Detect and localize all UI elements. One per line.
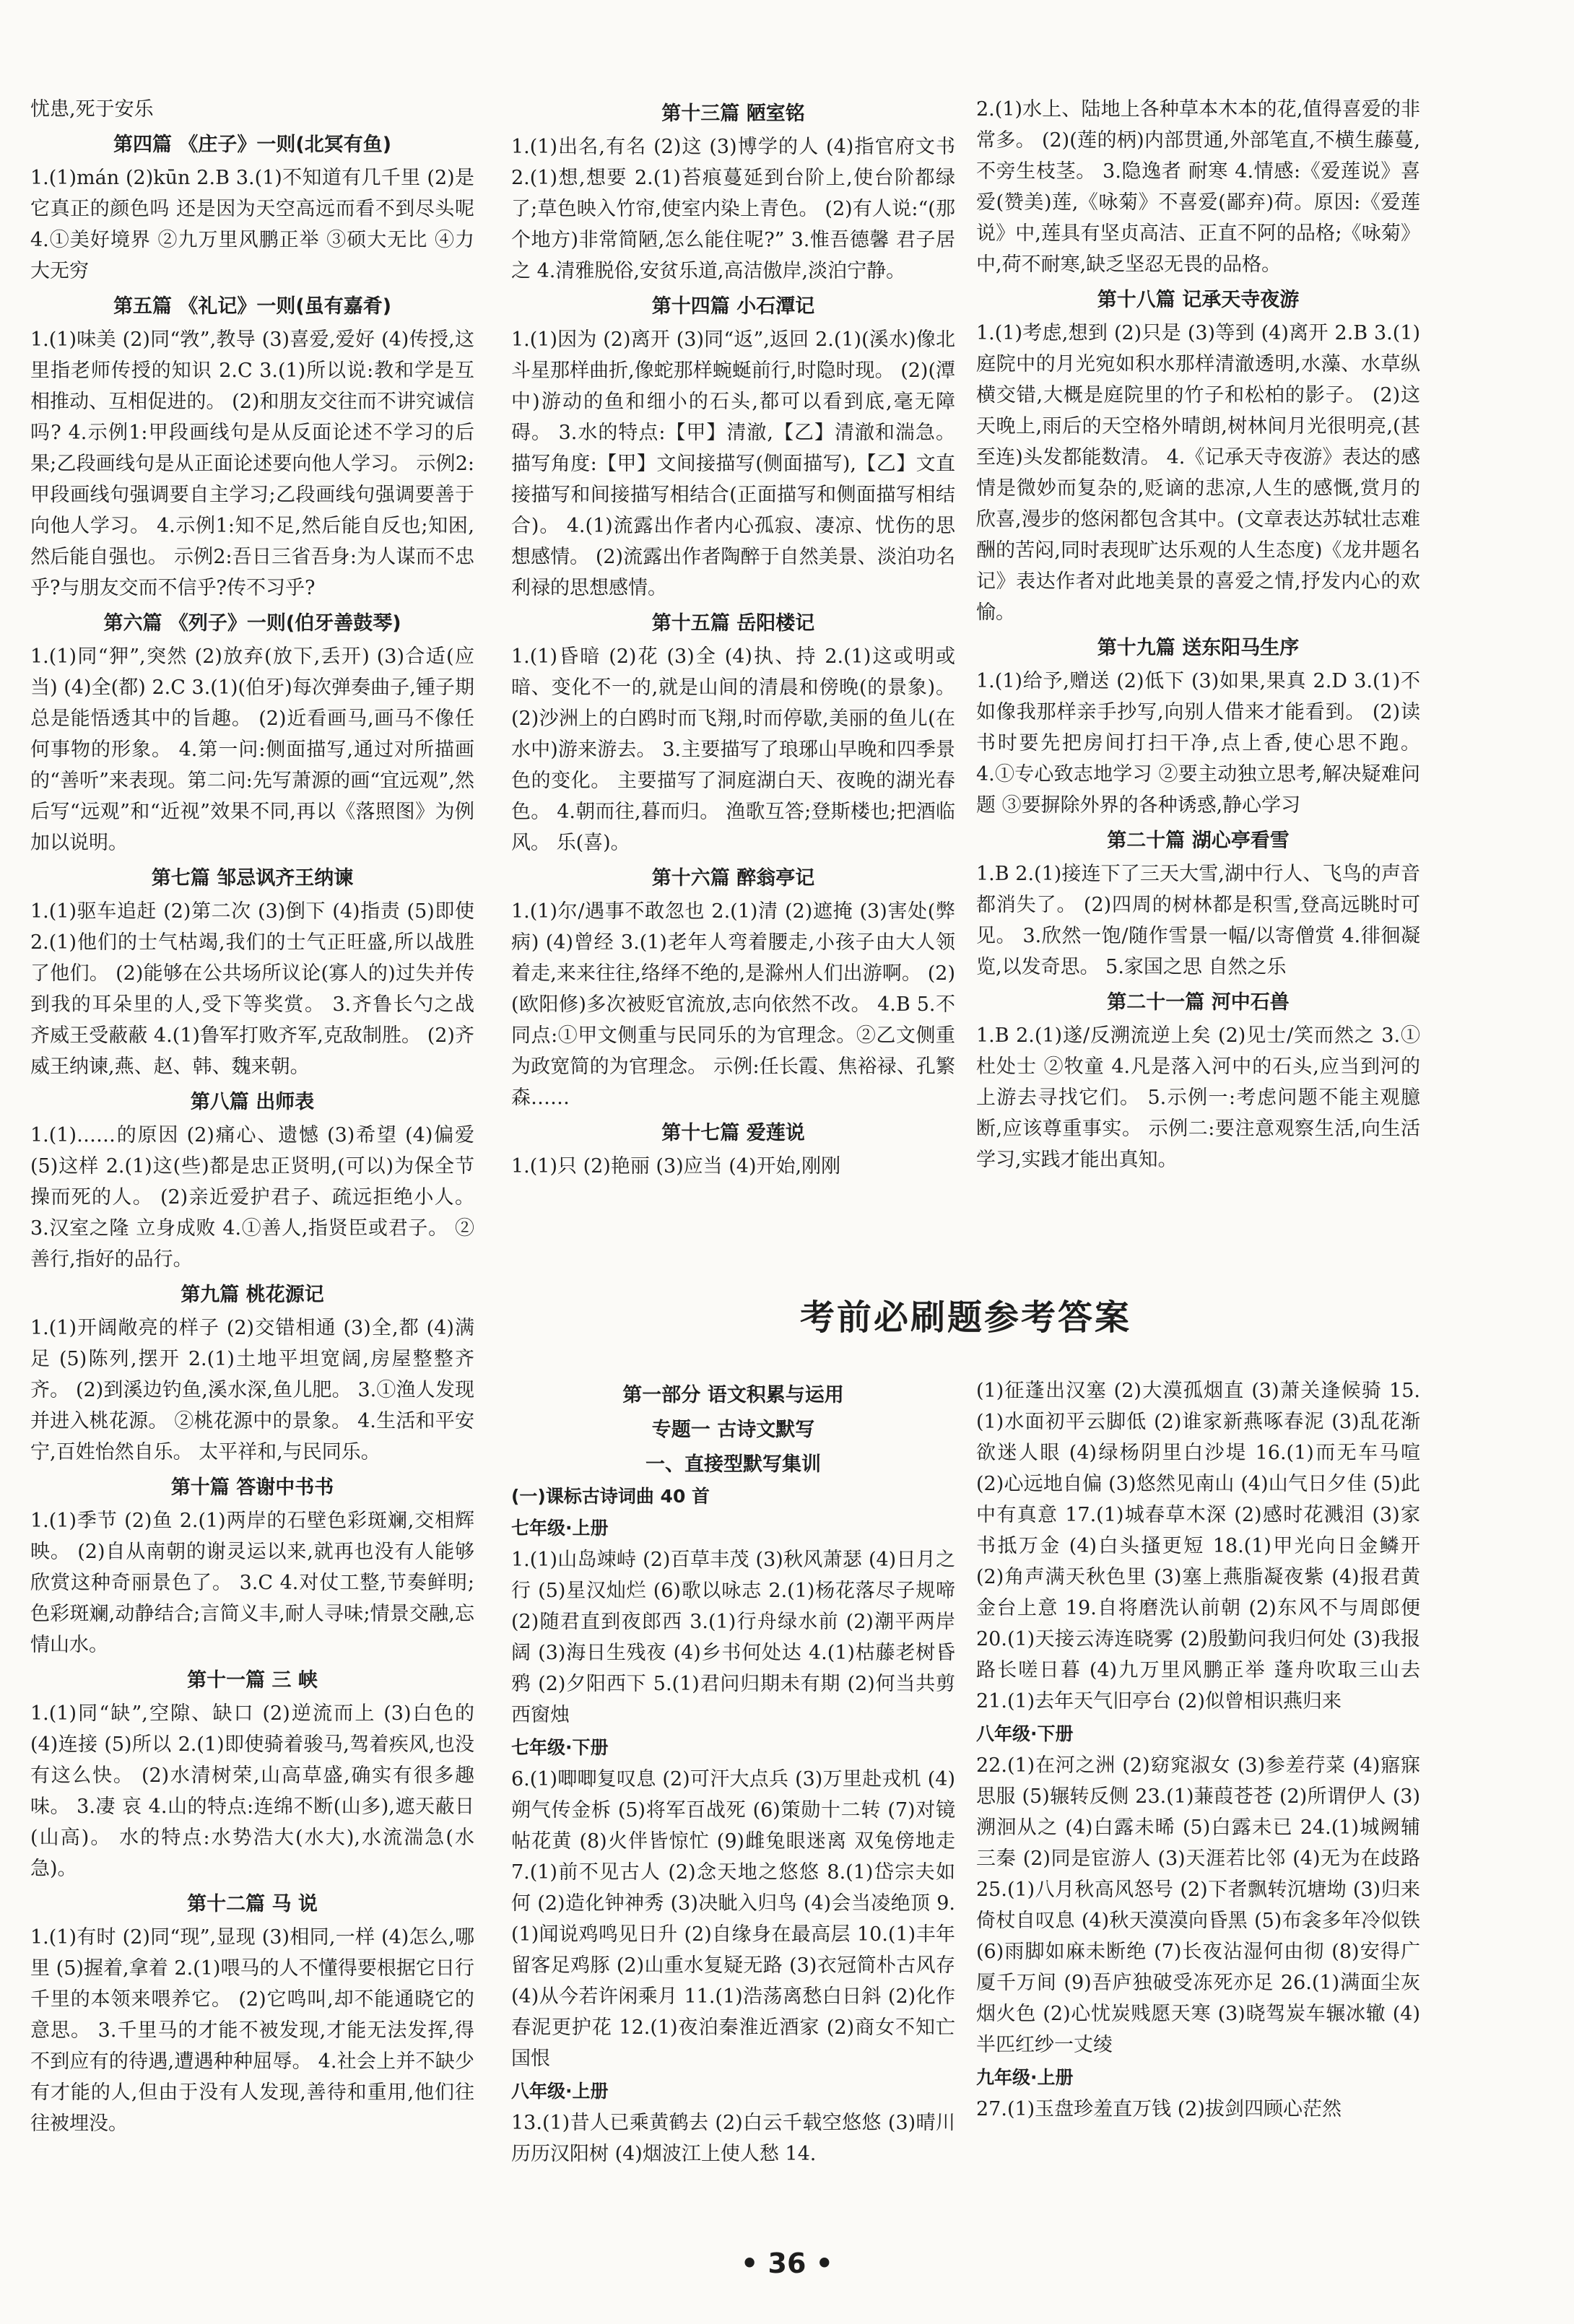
answer-paragraph: 1.B 2.(1)遂/反溯流逆上矣 (2)见士/笑而然之 3.①杜处士 ②牧童 4.凡是落入河中的石头,应当到河的上游去寻找它们。 5.示例一:考虑问题不能主观臆断,应该尊重事实。 示例二:要注意观察生活,向生活学习,实践才能出真知。 <box>976 1024 1420 1171</box>
answer-paragraph: 2.(1)水上、陆地上各种草本木本的花,值得喜爱的非常多。 (2)(莲的柄)内部贯通,外部笔直,不横生藤蔓,不旁生枝茎。 3.隐逸者 耐寒 4.情感:《爱莲说》喜爱(赞美)莲,《咏菊》不喜爱(鄙弃)荷。原因:《爱莲说》中,莲具有坚贞高洁、正直不阿的品格;《咏菊》中,荷不耐寒,缺乏坚忍无畏的品格。 <box>976 98 1420 276</box>
subsection-heading: 九年级·上册 <box>976 2067 1074 2088</box>
section-heading: 第十四篇 小石潭记 <box>651 295 815 318</box>
section-heading: 第六篇 《列子》一则(伯牙善鼓琴) <box>103 612 401 635</box>
section-heading: 第八篇 出师表 <box>190 1091 315 1113</box>
answer-paragraph: 13.(1)昔人已乘黄鹤去 (2)白云千载空悠悠 (3)晴川历历汉阳树 (4)烟波江上使人愁 14. <box>511 2112 955 2165</box>
section-heading: 第四篇 《庄子》一则(北冥有鱼) <box>113 134 392 156</box>
answer-paragraph: 6.(1)唧唧复叹息 (2)可汗大点兵 (3)万里赴戎机 (4)朔气传金柝 (5)将军百战死 (6)策勋十二转 (7)对镜帖花黄 (8)火伴皆惊忙 (9)雌兔眼迷离 双兔傍地走 7.(1)前不见古人 (2)念天地之悠悠 8.(1)岱宗夫如何 (2)造化钟神秀 (3)决眦入归鸟 (4)会当凌绝顶 9.(1)闻说鸡鸣见日升 (2)自缘身在最高层 10.(1)丰年留客足鸡豚 (2)山重水复疑无路 (3)衣冠简朴古风存 (4)从今若许闲乘月 11.(1)浩荡离愁白日斜 (2)化作春泥更护花 12.(1)夜泊秦淮近酒家 (2)商女不知亡国恨 <box>511 1768 955 2070</box>
section-heading: 第一部分 语文积累与运用 <box>622 1384 844 1406</box>
answer-column-5 <box>976 1375 1420 2220</box>
section-heading: 第二十篇 湖心亭看雪 <box>1107 830 1290 852</box>
answer-paragraph: 1.(1)……的原因 (2)痛心、遗憾 (3)希望 (4)偏爱 (5)这样 2.(1)这(些)都是忠正贤明,(可以)为保全节操而死的人。 (2)亲近爱护君子、疏远拒绝小人。 3.汉室之隆 立身成败 4.①善人,指贤臣或君子。 ②善行,指好的品行。 <box>30 1124 474 1271</box>
section-heading: 第十一篇 三 峡 <box>187 1669 318 1692</box>
answer-paragraph: 1.(1)有时 (2)同“现”,显现 (3)相同,一样 (4)怎么,哪里 (5)握着,拿着 2.(1)喂马的人不懂得要根据它日行千里的本领来喂养它。 (2)它鸣叫,却不能通晓它的意思。 3.千里马的才能不被发现,才能无法发挥,得不到应有的待遇,遭遇种种屈辱。 4.社会上并不缺少有才能的人,但由于没有人发现,善待和重用,他们往往被埋没。 <box>30 1926 474 2135</box>
answer-paragraph: 1.(1)季节 (2)鱼 2.(1)两岸的石壁色彩斑斓,交相辉映。 (2)自从南朝的谢灵运以来,就再也没有人能够欣赏这种奇丽景色了。 3.C 4.对仗工整,节奏鲜明;色彩斑斓,动静结合;言简义丰,耐人寻味;情景交融,忘情山水。 <box>30 1510 474 1656</box>
answer-paragraph: 1.(1)开阔敞亮的样子 (2)交错相通 (3)全,都 (4)满足 (5)陈列,摆开 2.(1)土地平坦宽阔,房屋整整齐齐。 (2)到溪边钓鱼,溪水深,鱼儿肥。 3.①渔人发现并进入桃花源。 ②桃花源中的景象。 4.生活和平安宁,百姓怡然自乐。 太平祥和,与民同乐。 <box>30 1317 474 1463</box>
section-heading: 第十五篇 岳阳楼记 <box>651 612 815 635</box>
section-heading: 第十七篇 爱莲说 <box>661 1122 805 1144</box>
section-heading: 第十三篇 陋室铭 <box>661 103 805 125</box>
subsection-heading: 七年级·下册 <box>511 1737 609 1758</box>
section-heading: 专题一 古诗文默写 <box>651 1419 815 1441</box>
answer-paragraph: 1.(1)同“狎”,突然 (2)放弃(放下,丢开) (3)合适(应当) (4)全(都) 2.C 3.(1)(伯牙)每次弹奏曲子,锺子期总是能悟透其中的旨趣。 (2)近看画马,画马不像任何事物的形象。 4.第一问:侧面描写,通过对所描画的“善听”来表现。第二问:先写萧源的画“宜远观”,然后写“远观”和“近视”效果不同,再以《落照图》为例加以说明。 <box>30 645 474 854</box>
answer-paragraph: 1.(1)山岛竦峙 (2)百草丰茂 (3)秋风萧瑟 (4)日月之行 (5)星汉灿烂 (6)歌以咏志 2.(1)杨花落尽子规啼 (2)随君直到夜郎西 3.(1)行舟绿水前 (2)潮平两岸阔 (3)海日生残夜 (4)乡书何处达 4.(1)枯藤老树昏鸦 (2)夕阳西下 5.(1)君问归期未有期 (2)何当共剪西窗烛 <box>511 1549 955 1726</box>
answer-paragraph: 1.(1)驱车追赶 (2)第二次 (3)倒下 (4)指责 (5)即使 2.(1)他们的士气枯竭,我们的士气正旺盛,所以战胜了他们。 (2)能够在公共场所议论(寡人的)过失并传到我的耳朵里的人,受下等奖赏。 3.齐鲁长勺之战 齐威王受蔽蔽 4.(1)鲁军打败齐军,克敌制胜。 (2)齐威王纳谏,燕、赵、韩、魏来朝。 <box>30 900 474 1078</box>
answer-paragraph: 忧患,死于安乐 <box>30 98 154 121</box>
section-heading: 第五篇 《礼记》一则(虽有嘉肴) <box>113 295 392 318</box>
answer-paragraph: 1.(1)因为 (2)离开 (3)同“返”,返回 2.(1)(溪水)像北斗星那样曲折,像蛇那样蜿蜒前行,时隐时现。 (2)(潭中)游动的鱼和细小的石头,都可以看到底,毫无障碍。 3.水的特点:【甲】清澈,【乙】清澈和湍急。 描写角度:【甲】文间接描写(侧面描写),【乙】文直接描写和间接描写相结合(正面描写和侧面描写相结合)。 4.(1)流露出作者内心孤寂、凄凉、忧伤的思想感情。 (2)流露出作者陶醉于自然美景、淡泊功名利禄的思想感情。 <box>511 328 955 599</box>
section-title: 考前必刷题参考答案 <box>799 1297 1131 1338</box>
answer-paragraph: (1)征蓬出汉塞 (2)大漠孤烟直 (3)萧关逢候骑 15.(1)水面初平云脚低 (2)谁家新燕啄春泥 (3)乱花渐欲迷人眼 (4)绿杨阴里白沙堤 16.(1)而无车马喧 (2)心远地自偏 (3)悠然见南山 (4)山气日夕佳 (5)此中有真意 17.(1)城春草木深 (2)感时花溅泪 (3)家书抵万金 (4)白头搔更短 18.(1)甲光向日金鳞开 (2)角声满天秋色里 (3)塞上燕脂凝夜紫 (4)报君黄金台上意 19.自将磨洗认前朝 (2)东风不与周郎便 20.(1)天接云涛连晓雾 (2)殷勤问我归何处 (3)我报路长嗟日暮 (4)九万里风鹏正举 蓬舟吹取三山去 21.(1)去年天气旧亭台 (2)似曾相识燕归来 <box>976 1380 1420 1712</box>
page-number: • 36 • <box>741 2247 833 2279</box>
answer-paragraph: 1.(1)出名,有名 (2)这 (3)博学的人 (4)指官府文书 2.(1)想,想要 2.(1)苔痕蔓延到台阶上,使台阶都绿了;草色映入竹帘,使室内染上青色。 (2)有人说:“(那个地方)非常简陋,怎么能住呢?” 3.惟吾德馨 君子居之 4.清雅脱俗,安贫乐道,高洁傲岸,淡泊宁静。 <box>511 136 955 282</box>
answer-paragraph: 1.(1)同“缺”,空隙、缺口 (2)逆流而上 (3)白色的 (4)连接 (5)所以 2.(1)即使骑着骏马,驾着疾风,也没有这么快。 (2)水清树荣,山高草盛,确实有很多趣味。 3.凄 哀 4.山的特点:连绵不断(山多),遮天蔽日(山高)。 水的特点:水势浩大(水大),水流湍急(水急)。 <box>30 1702 474 1880</box>
answer-paragraph: 1.(1)昏暗 (2)花 (3)全 (4)执、持 2.(1)这或明或暗、变化不一的,就是山间的清晨和傍晚(的景象)。 (2)沙洲上的白鸥时而飞翔,时而停歇,美丽的鱼儿(在水中)游来游去。 3.主要描写了琅琊山早晚和四季景色的变化。 主要描写了洞庭湖白天、夜晚的湖光春色。 4.朝而往,暮而归。 渔歌互答;登斯楼也;把酒临风。 乐(喜)。 <box>511 645 955 854</box>
section-heading: 第十篇 答谢中书书 <box>170 1476 334 1499</box>
section-heading: 第七篇 邹忌讽齐王纳谏 <box>151 867 354 889</box>
answer-paragraph: 1.(1)给予,赠送 (2)低下 (3)如果,果真 2.D 3.(1)不如像我那样亲手抄写,向别人借来才能看到。 (2)读书时要先把房间打扫干净,点上香,使心思不跑。 4.①专心致志地学习 ②要主动独立思考,解决疑难问题 ③要摒除外界的各种诱惑,静心学习 <box>976 670 1420 817</box>
subsection-heading: 八年级·上册 <box>511 2081 609 2102</box>
answer-column-4 <box>511 1375 955 2220</box>
answer-paragraph: 27.(1)玉盘珍羞直万钱 (2)拔剑四顾心茫然 <box>976 2098 1342 2120</box>
answer-paragraph: 1.(1)mán (2)kūn 2.B 3.(1)不知道有几千里 (2)是它真正的颜色吗 还是因为天空高远而看不到尽头呢 4.①美好境界 ②九万里风鹏正举 ③硕大无比 ④力大无穷 <box>30 167 474 282</box>
answer-paragraph: 1.(1)考虑,想到 (2)只是 (3)等到 (4)离开 2.B 3.(1)庭院中的月光宛如积水那样清澈透明,水藻、水草纵横交错,大概是庭院里的竹子和松柏的影子。 (2)这天晚上,雨后的天空格外晴朗,树林间月光很明亮,(甚至连)头发都能数清。 4.《记承天寺夜游》表达的感情是微妙而复杂的,贬谪的悲凉,人生的感慨,赏月的欣喜,漫步的悠闲都包含其中。(文章表达苏轼壮志难酬的苦闷,同时表现旷达乐观的人生态度)《龙井题名记》表达作者对此地美景的喜爱之情,抒发内心的欢愉。 <box>976 322 1420 624</box>
section-heading: 第十八篇 记承天寺夜游 <box>1097 289 1300 311</box>
subsection-heading: (一)课标古诗词曲 40 首 <box>511 1486 710 1507</box>
section-heading: 第十九篇 送东阳马生序 <box>1097 637 1300 659</box>
section-heading: 一、直接型默写集训 <box>645 1453 821 1476</box>
answer-paragraph: 1.(1)只 (2)艳丽 (3)应当 (4)开始,刚刚 <box>511 1155 841 1178</box>
section-heading: 第十六篇 醉翁亭记 <box>651 867 815 889</box>
section-heading: 第十二篇 马 说 <box>187 1893 318 1915</box>
answer-paragraph: 22.(1)在河之洲 (2)窈窕淑女 (3)参差荇菜 (4)寤寐思服 (5)辗转反侧 23.(1)蒹葭苍苍 (2)所谓伊人 (3)溯洄从之 (4)白露未晞 (5)白露未已 24.(1)城阙辅三秦 (2)同是宦游人 (3)天涯若比邻 (4)无为在歧路 25.(1)八月秋高风怒号 (2)下者飘转沉塘坳 (3)归来倚杖自叹息 (4)秋天漠漠向昏黑 (5)布衾多年冷似铁 (6)雨脚如麻未断绝 (7)长夜沾湿何由彻 (8)安得广厦千万间 (9)吾庐独破受冻死亦足 26.(1)满面尘灰烟火色 (2)心忧炭贱愿天寒 (3)晓驾炭车辗冰辙 (4)半匹红纱一丈绫 <box>976 1754 1420 2056</box>
answer-column-2 <box>511 94 955 1271</box>
answer-column-3 <box>976 94 1420 1271</box>
answer-paragraph: 1.(1)尔/遇事不敢忽也 2.(1)清 (2)遮掩 (3)害处(弊病) (4)曾经 3.(1)老年人弯着腰走,小孩子由大人领着走,来来往往,络绎不绝的,是滁州人们出游啊。 (2)(欧阳修)多次被贬官流放,志向依然不改。 4.B 5.不同点:①甲文侧重与民同乐的为官理念。②乙文侧重为政宽简的为官理念。 示例:任长霞、焦裕禄、孔繁森…… <box>511 900 955 1109</box>
subsection-heading: 七年级·上册 <box>511 1518 609 1539</box>
answer-paragraph: 1.(1)味美 (2)同“敩”,教导 (3)喜爱,爱好 (4)传授,这里指老师传授的知识 2.C 3.(1)所以说:教和学是互相推动、互相促进的。 (2)和朋友交往而不讲究诚信吗? 4.示例1:甲段画线句是从反面论述不学习的后果;乙段画线句是从正面论述要向他人学习。 示例2:甲段画线句强调要自主学习;乙段画线句强调要善于向他人学习。 4.示例1:知不足,然后能自反也;知困,然后能自强也。 示例2:吾日三省吾身:为人谋而不忠乎?与朋友交而不信乎?传不习乎? <box>30 328 475 599</box>
answer-column-1 <box>30 94 474 2224</box>
section-heading: 第九篇 桃花源记 <box>181 1284 324 1306</box>
subsection-heading: 八年级·下册 <box>976 1723 1074 1744</box>
answer-paragraph: 1.B 2.(1)接连下了三天大雪,湖中行人、飞鸟的声音都消失了。 (2)四周的树林都是积雪,登高远眺时可见。 3.欣然一饱/随作雪景一幅/以寄僧赏 4.徘徊凝览,以发奇思。 5.家国之思 自然之乐 <box>976 863 1420 978</box>
section-heading: 第二十一篇 河中石兽 <box>1107 991 1290 1014</box>
